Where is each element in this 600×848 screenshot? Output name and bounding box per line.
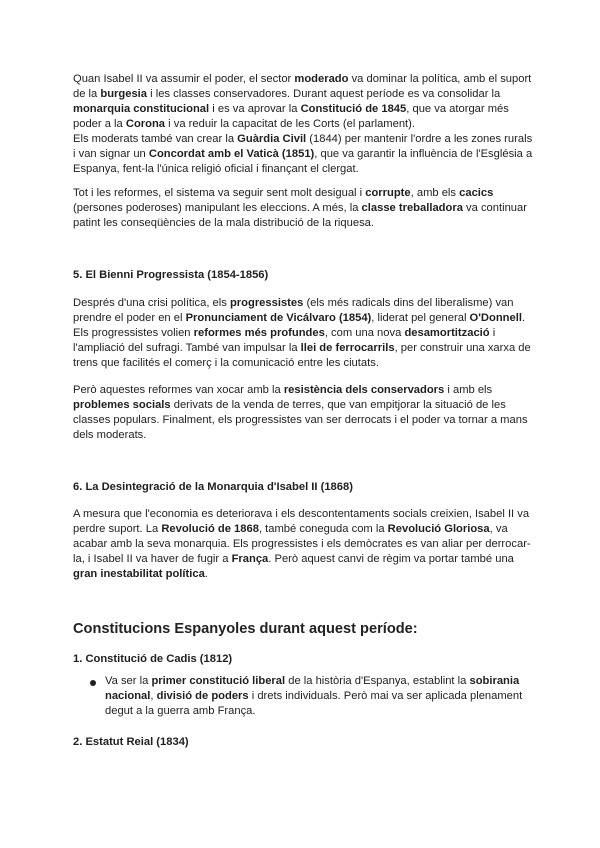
bold-text-run: resistència dels conservadors [283,384,445,396]
section-6-title: 6. La Desintegració de la Monarquia d'Isabel II (1868) [73,481,353,493]
text-run: i drets individuals. Però mai va ser aplicada plenament degut a la guerra amb França. [105,690,523,718]
text-run: de la història d'Espanya, establint la [285,675,470,687]
text-run: (els més radicals dins del liberalisme) van prendre el poder en el [73,297,514,325]
bold-text-run: problemes socials [73,399,171,412]
bold-text-run: Revolució Gloriosa [387,523,490,536]
text-run: , amb els [410,187,460,199]
bold-text-run: Revolució de 1868 [161,523,259,536]
bold-text-run: divisió de poders [156,690,249,703]
bold-text-run: França [231,553,269,566]
text-run: A mesura que l'economia es deteriorava i els descontentaments socials creixien, Isabel II va perdre suport. La [73,508,530,536]
text-run: . Els progressistes volien [73,312,526,340]
text-run: Després d'una crisi política, els [73,297,230,309]
text-run: i les classes conservadores. Durant aquest període es va consolidar la [147,88,501,101]
intro-paragraph-1 [73,72,535,132]
text-run: , també coneguda com la [258,523,388,536]
constitution-2-title: 2. Estatut Reial (1834) [73,736,189,748]
text-run: , va acabar amb la seva monarquia. Els progressistes i els demòcrates es van aliar per derrocar-la, i Isabel II va haver de fugir a [73,523,531,566]
bold-text-run: moderado [294,73,349,85]
bold-text-run: corrupte [365,187,411,199]
intro-paragraph-2 [73,132,535,177]
bold-text-run: classe treballadora [361,202,463,215]
bold-text-run: monarquia constitucional [73,103,210,116]
bold-text-run: burgesia [100,88,148,101]
text-run: Quan Isabel II va assumir el poder, el sector [73,73,295,85]
text-run: Els moderats també van crear la [73,133,238,145]
text-run: (persones poderoses) manipulant les eleccions. A més, la [73,202,362,215]
bold-text-run: desamortització [404,327,490,340]
text-run: , per construir una xarxa de trens que facilités el comerç i la comunicació entre les ciutats. [73,342,531,370]
bold-text-run: O'Donnell [469,312,522,325]
bold-text-run: Constitució de 1845 [300,103,407,116]
bold-text-run: Pronunciament de Vicálvaro (1854) [185,312,372,325]
intro-paragraph-3 [73,186,535,231]
section-6-paragraph [73,507,535,582]
text-run: , liderat pel general [371,312,470,325]
text-run: (1844) per mantenir l'ordre a les zones rurals i van signar un [73,133,533,161]
text-run: i es va aprovar la [209,103,301,116]
bullet-icon [90,680,96,686]
text-run: . Però aquest canvi de règim va portar també una [268,553,514,566]
bold-text-run: cacics [459,187,494,199]
bold-text-run: Guàrdia Civil [237,133,307,145]
bold-text-run: Concordat amb el Vaticà (1851) [148,148,315,161]
text-run: i l'ampliació del sufragi. També van impulsar la [73,327,496,355]
section-5-paragraph-2 [73,383,535,443]
text-run: Va ser la [105,675,152,687]
bold-text-run: Corona [125,118,166,131]
bold-text-run: sobirania nacional [105,675,520,703]
constitutions-title: Constitucions Espanyoles durant aquest període: [73,621,418,637]
section-5-paragraph-1 [73,296,535,371]
text-run: va dominar la política, amb el suport de la [73,73,532,101]
text-run: . [204,568,208,581]
text-run: , [150,690,157,703]
text-run: Tot i les reformes, el sistema va seguir sent molt desigual i [73,187,366,199]
section-5-title: 5. El Bienni Progressista (1854-1856) [73,269,269,281]
text-run: Però aquestes reformes van xocar amb la [73,384,284,396]
bold-text-run: llei de ferrocarrils [300,342,395,355]
constitution-1-title: 1. Constitució de Cadis (1812) [73,653,233,665]
text-run: va continuar patint les conseqüències de la mala distribució de la riquesa. [73,202,527,230]
constitution-1-bullet [105,674,535,719]
text-run: , que va atorgar més poder a la [73,103,509,131]
bold-text-run: reformes més profundes [193,327,325,340]
bold-text-run: progressistes [229,297,304,309]
text-run: i va reduir la capacitat de les Corts (el parlament). [165,118,415,131]
text-run: , que va garantir la influència de l'Església a Espanya, fent-la l'única religió oficial i finançant el clergat. [73,148,533,176]
text-run: derivats de la venda de terres, que van empitjorar la situació de les classes populars. Finalment, els progressistes van ser derrocats i el poder va tornar a mans dels moderats. [73,399,528,442]
bold-text-run: gran inestabilitat política [73,568,205,581]
text-run: , com una nova [324,327,405,340]
text-run: i amb els [444,384,493,396]
bold-text-run: primer constitució liberal [151,675,286,687]
